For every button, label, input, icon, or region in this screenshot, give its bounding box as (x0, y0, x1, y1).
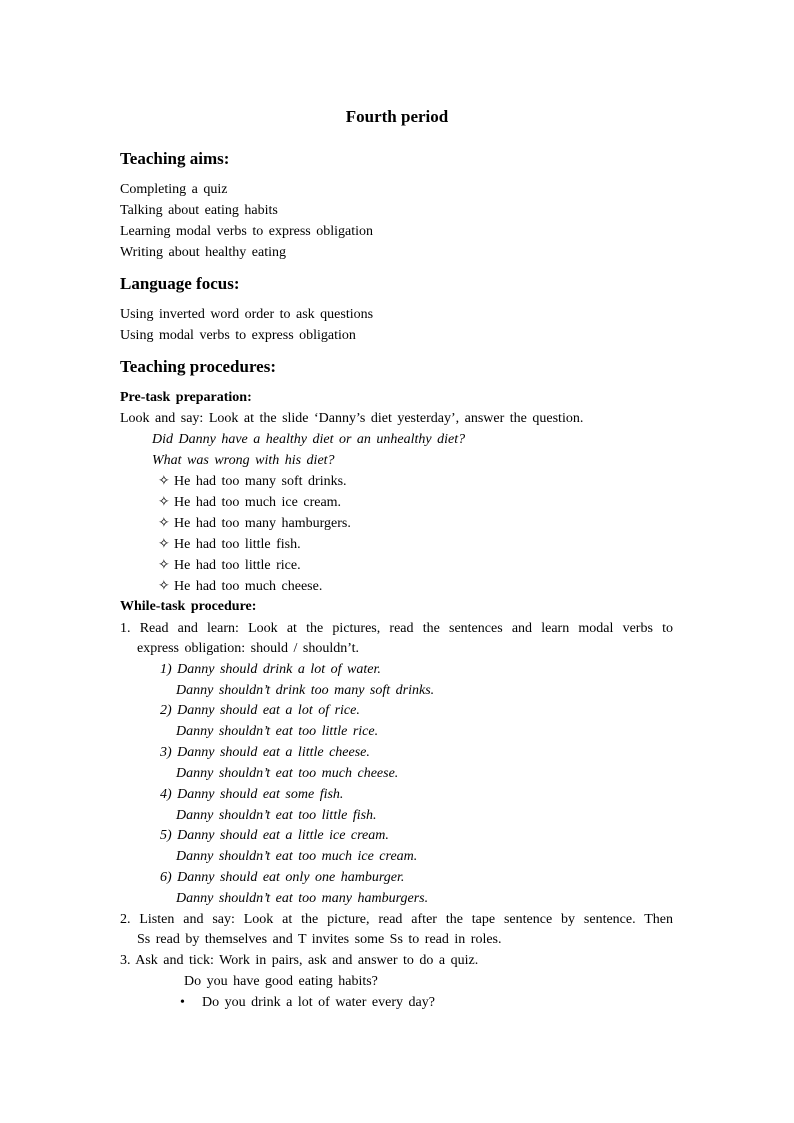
diamond-bullet-icon: ✧ (158, 516, 170, 531)
answer-text: He had too many soft drinks. (174, 474, 347, 489)
focus-item: Using inverted word order to ask questions (120, 307, 374, 322)
pre-task-question: What was wrong with his diet? (152, 453, 335, 468)
answer-item (158, 514, 351, 534)
answer-text: He had too many hamburgers. (174, 516, 351, 531)
aim-item: Writing about healthy eating (120, 245, 287, 260)
quiz-item (180, 993, 435, 1013)
pre-task-intro: Look and say: Look at the slide ‘Danny’s diet yesterday’, answer the question. (120, 411, 584, 426)
step2-line1: 2. Listen and say: Look at the picture, read after the tape sentence by sentence. Then (120, 912, 673, 927)
quiz-item-text: Do you drink a lot of water every day? (202, 995, 435, 1010)
example-sentence: 1) Danny should drink a lot of water. (160, 662, 381, 677)
pre-task-heading: Pre-task preparation: (120, 390, 252, 405)
focus-item: Using modal verbs to express obligation (120, 328, 356, 343)
aim-item: Learning modal verbs to express obligation (120, 224, 373, 239)
quiz-title: Do you have good eating habits? (184, 974, 378, 989)
example-sentence: 6) Danny should eat only one hamburger. (160, 870, 405, 885)
diamond-bullet-icon: ✧ (158, 495, 170, 510)
step1-line2: express obligation: should / shouldn’t. (137, 641, 360, 656)
aim-item: Completing a quiz (120, 182, 228, 197)
pre-task-question: Did Danny have a healthy diet or an unhealthy diet? (152, 432, 466, 447)
example-sentence: Danny shouldn’t eat too much cheese. (176, 766, 399, 781)
diamond-bullet-icon: ✧ (158, 558, 170, 573)
step2-line2: Ss read by themselves and T invites some Ss to read in roles. (137, 932, 502, 947)
diamond-bullet-icon: ✧ (158, 579, 170, 594)
answer-text: He had too little rice. (174, 558, 301, 573)
answer-text: He had too little fish. (174, 537, 301, 552)
answer-text: He had too much cheese. (174, 579, 323, 594)
teaching-aims-heading: Teaching aims: (120, 149, 230, 168)
example-sentence: 4) Danny should eat some fish. (160, 787, 344, 802)
example-sentence: Danny shouldn’t drink too many soft drinks. (176, 683, 435, 698)
example-sentence: Danny shouldn’t eat too many hamburgers. (176, 891, 429, 906)
answer-item (158, 577, 322, 597)
teaching-procedures-heading: Teaching procedures: (120, 357, 277, 376)
page-title: Fourth period (345, 107, 449, 126)
example-sentence: 2) Danny should eat a lot of rice. (160, 703, 360, 718)
step1-line1: 1. Read and learn: Look at the pictures, read the sentences and learn modal verbs to (120, 621, 673, 636)
answer-item (158, 493, 341, 513)
answer-text: He had too much ice cream. (174, 495, 342, 510)
while-task-heading: While-task procedure: (120, 599, 257, 614)
bullet-icon: • (180, 995, 185, 1010)
step3-line1: 3. Ask and tick: Work in pairs, ask and answer to do a quiz. (120, 953, 479, 968)
example-sentence: 5) Danny should eat a little ice cream. (160, 828, 389, 843)
aim-item: Talking about eating habits (120, 203, 278, 218)
diamond-bullet-icon: ✧ (158, 474, 170, 489)
answer-item (158, 535, 301, 555)
answer-item (158, 556, 301, 576)
example-sentence: Danny shouldn’t eat too little rice. (176, 724, 379, 739)
language-focus-heading: Language focus: (120, 274, 240, 293)
example-sentence: 3) Danny should eat a little cheese. (160, 745, 370, 760)
diamond-bullet-icon: ✧ (158, 537, 170, 552)
answer-item (158, 472, 347, 492)
example-sentence: Danny shouldn’t eat too little fish. (176, 808, 377, 823)
example-sentence: Danny shouldn’t eat too much ice cream. (176, 849, 418, 864)
